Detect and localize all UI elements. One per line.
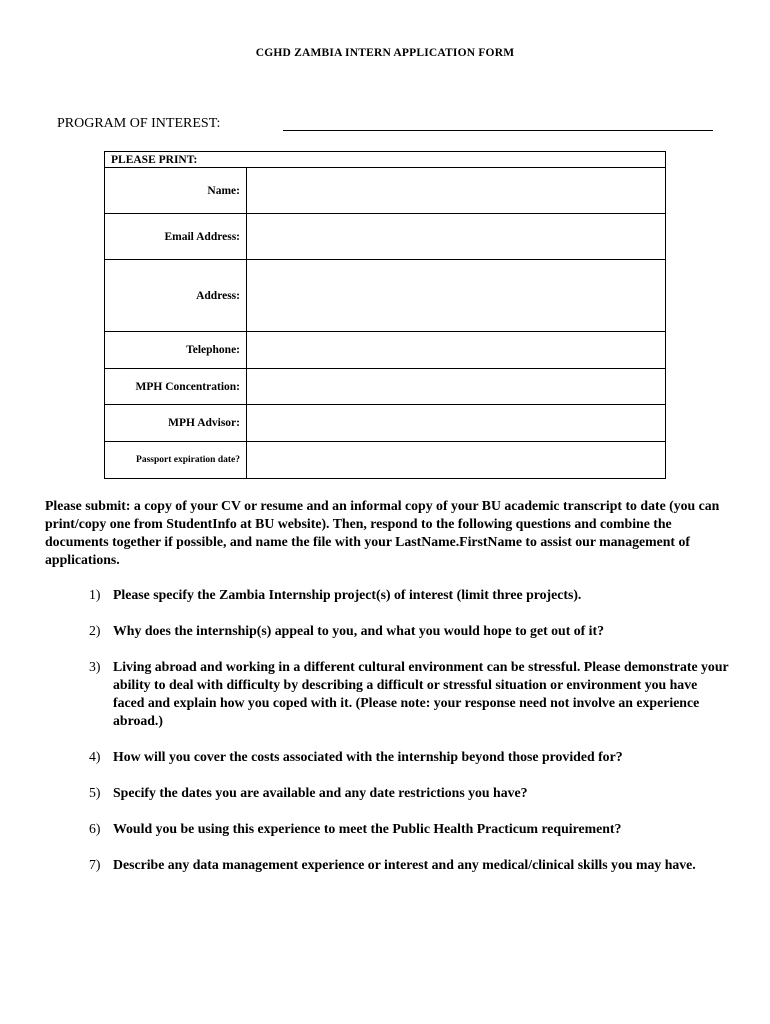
form-title: CGHD ZAMBIA INTERN APPLICATION FORM — [255, 47, 515, 59]
question-item — [89, 820, 729, 838]
question-text: How will you cover the costs associated with the internship beyond those provided for? — [113, 749, 623, 764]
question-text: Specify the dates you are available and any date restrictions you have? — [113, 785, 528, 800]
applicant-info-table — [104, 151, 666, 479]
question-number: 2) — [89, 623, 101, 638]
question-item — [89, 748, 729, 766]
question-text: Please specify the Zambia Internship project(s) of interest (limit three projects). — [113, 587, 582, 602]
question-number: 7) — [89, 857, 101, 872]
mph-concentration-label: MPH Concentration: — [105, 369, 247, 405]
address-label: Address: — [105, 260, 247, 332]
mph-advisor-label: MPH Advisor: — [105, 405, 247, 442]
passport-expiration-label: Passport expiration date? — [105, 442, 247, 479]
question-list — [89, 586, 729, 892]
email-label: Email Address: — [105, 214, 247, 260]
question-item — [89, 658, 729, 730]
program-of-interest-label: PROGRAM OF INTEREST: — [57, 116, 221, 131]
question-item — [89, 856, 729, 874]
question-number: 3) — [89, 659, 101, 674]
submission-instructions: Please submit: a copy of your CV or resume and an informal copy of your BU academic transcript to date (you can print/copy one from StudentInfo at BU website). Then, respond to the following questions and combine the documents together if possible, and name the file with your LastName.FirstName to assist our management of applications. — [45, 498, 720, 567]
email-field[interactable] — [247, 214, 666, 260]
mph-concentration-field[interactable] — [247, 369, 666, 405]
question-text: Why does the internship(s) appeal to you, and what you would hope to get out of it? — [113, 623, 605, 638]
question-text: Describe any data management experience or interest and any medical/clinical skills you may have. — [113, 857, 696, 872]
question-text: Would you be using this experience to meet the Public Health Practicum requirement? — [113, 821, 622, 836]
question-number: 6) — [89, 821, 101, 836]
question-number: 4) — [89, 749, 101, 764]
please-print-header: PLEASE PRINT: — [105, 152, 666, 168]
name-label: Name: — [105, 168, 247, 214]
question-number: 1) — [89, 587, 101, 602]
address-field[interactable] — [247, 260, 666, 332]
mph-advisor-field[interactable] — [247, 405, 666, 442]
name-field[interactable] — [247, 168, 666, 214]
question-item — [89, 784, 729, 802]
question-item — [89, 586, 729, 604]
program-of-interest-field[interactable] — [283, 130, 713, 131]
passport-expiration-field[interactable] — [247, 442, 666, 479]
telephone-label: Telephone: — [105, 332, 247, 369]
question-number: 5) — [89, 785, 101, 800]
question-text: Living abroad and working in a different cultural environment can be stressful. Please demonstrate your ability to deal with difficulty by describing a difficult or stressful situation or environment you have faced and explain how you coped with it. (Please note: your response need not involve an experience abroad.) — [113, 659, 729, 728]
question-item — [89, 622, 729, 640]
telephone-field[interactable] — [247, 332, 666, 369]
